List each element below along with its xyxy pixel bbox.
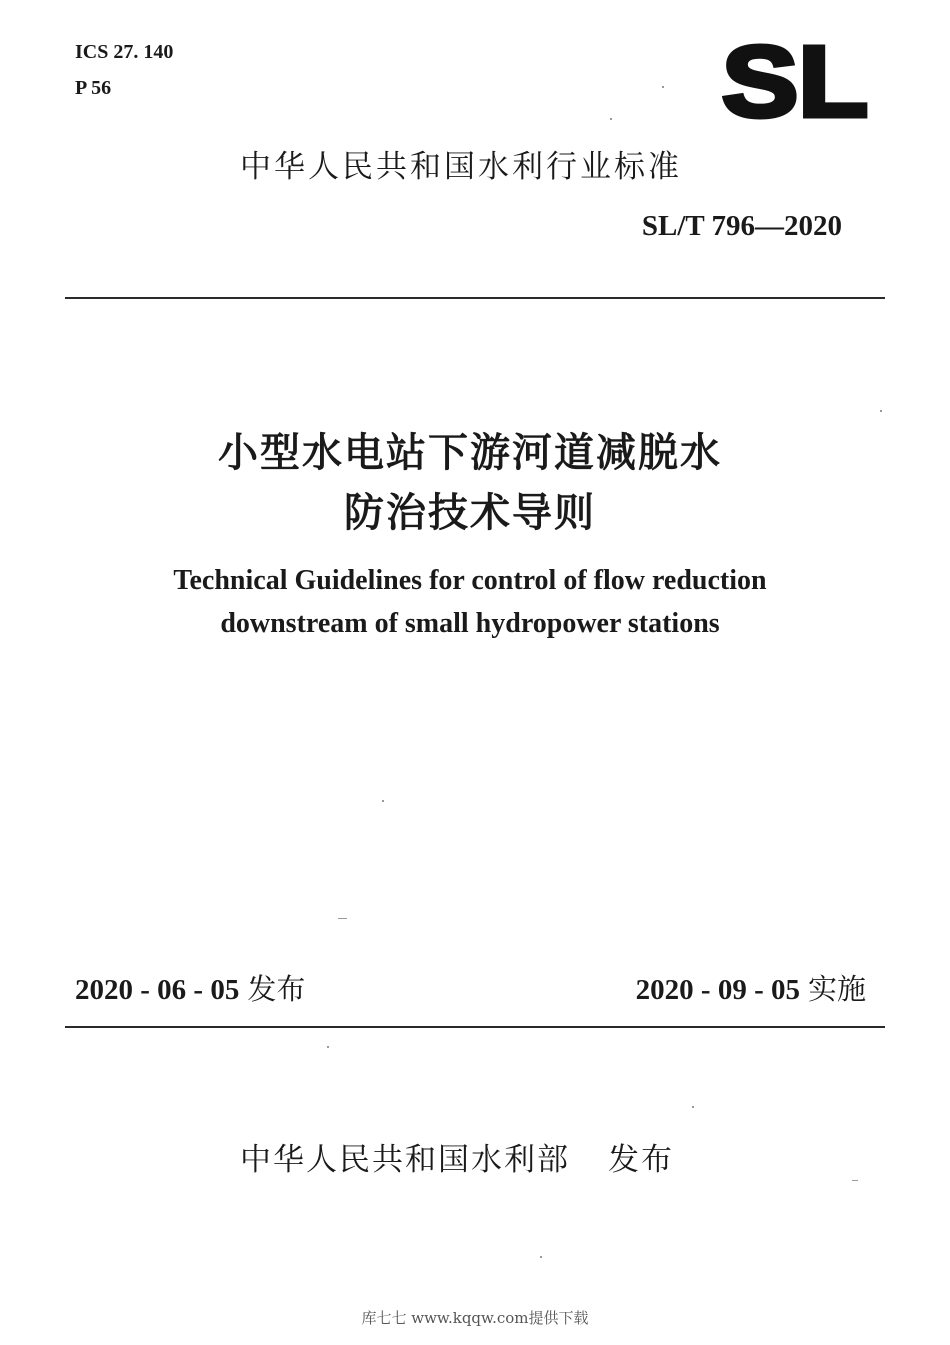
scan-speck	[382, 800, 384, 802]
ics-code: ICS 27. 140	[75, 41, 174, 63]
scan-speck	[610, 118, 612, 120]
top-divider	[65, 297, 885, 299]
release-label: 发布	[247, 972, 306, 1006]
sl-logo	[722, 40, 868, 122]
logo-text: SL	[722, 40, 868, 122]
scan-speck	[880, 410, 882, 412]
title-chinese-line1: 小型水电站下游河道减脱水	[218, 430, 722, 476]
bottom-divider	[65, 1026, 885, 1028]
standard-code: SL/T 796—2020	[641, 210, 842, 242]
release-date: 2020 - 06 - 05	[75, 974, 240, 1006]
publisher-action: 发布	[608, 1142, 674, 1178]
effective-date-line	[0, 970, 866, 1009]
publisher-name: 中华人民共和国水利部	[240, 1142, 570, 1178]
effective-date: 2020 - 09 - 05	[635, 974, 800, 1006]
scan-speck	[692, 1106, 694, 1108]
scan-speck	[662, 86, 664, 88]
title-english-line2: downstream of small hydropower stations	[220, 608, 720, 639]
standard-category: 中华人民共和国水利行业标准	[240, 149, 682, 185]
title-english-line1: Technical Guidelines for control of flow reduction	[173, 565, 767, 596]
scan-speck	[852, 1180, 858, 1181]
ccs-code: P 56	[75, 77, 112, 99]
scan-speck	[338, 918, 347, 919]
title-chinese-line2: 防治技术导则	[344, 490, 596, 536]
download-watermark: 库七七 www.kqqw.com提供下载	[361, 1309, 589, 1327]
scan-speck	[540, 1256, 542, 1258]
scan-speck	[327, 1046, 329, 1048]
effective-label: 实施	[807, 972, 866, 1006]
publisher-line	[240, 1140, 674, 1180]
